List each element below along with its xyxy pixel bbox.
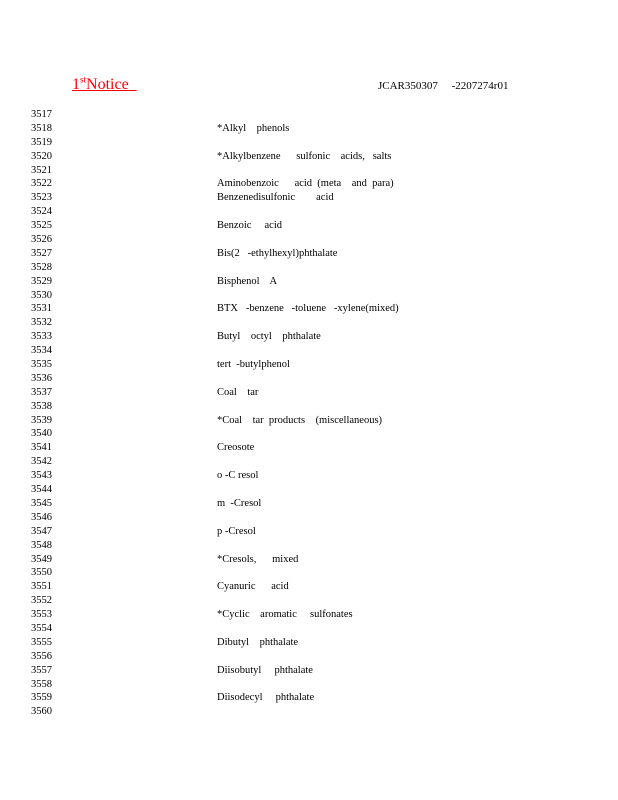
line-number: 3535: [31, 359, 52, 371]
line-row: [0, 441, 618, 455]
line-number: 3521: [31, 164, 52, 176]
line-row: [0, 455, 618, 469]
line-number: 3554: [31, 622, 52, 634]
line-number: 3533: [31, 331, 52, 343]
line-row: [0, 330, 618, 344]
line-number: 3559: [31, 692, 52, 704]
line-number: 3528: [31, 261, 52, 273]
notice-ordinal-suffix: st: [80, 74, 87, 85]
line-number: 3536: [31, 372, 52, 384]
line-row: [0, 191, 618, 205]
line-number: 3548: [31, 539, 52, 551]
line-row: [0, 705, 618, 719]
line-text: Benzenedisulfonic acid: [217, 192, 334, 204]
line-row: [0, 358, 618, 372]
line-number: 3542: [31, 456, 52, 468]
line-row: [0, 108, 618, 122]
line-number: 3553: [31, 609, 52, 621]
line-row: [0, 122, 618, 136]
line-number: 3524: [31, 206, 52, 218]
line-number: 3522: [31, 178, 52, 190]
line-number: 3547: [31, 525, 52, 537]
line-row: [0, 344, 618, 358]
line-row: [0, 386, 618, 400]
line-row: [0, 275, 618, 289]
line-text: Butyl octyl phthalate: [217, 331, 321, 343]
line-row: [0, 483, 618, 497]
line-text: Creosote: [217, 442, 255, 454]
line-row: [0, 511, 618, 525]
line-text: m -Cresol: [217, 497, 262, 509]
line-row: [0, 289, 618, 303]
line-number: 3526: [31, 234, 52, 246]
line-row: [0, 553, 618, 567]
line-row: [0, 261, 618, 275]
line-row: [0, 622, 618, 636]
line-number: 3527: [31, 247, 52, 259]
notice-number: 1: [72, 76, 80, 93]
line-text: o -C resol: [217, 470, 259, 482]
line-row: [0, 594, 618, 608]
notice-underline-trail: [129, 76, 137, 93]
line-row: [0, 566, 618, 580]
line-row: [0, 664, 618, 678]
line-number: 3557: [31, 664, 52, 676]
line-row: [0, 233, 618, 247]
line-number: 3530: [31, 289, 52, 301]
line-number: 3560: [31, 706, 52, 718]
line-number: 3517: [31, 109, 52, 120]
line-row: [0, 164, 618, 178]
line-text: *Cyclic aromatic sulfonates: [217, 609, 353, 621]
line-number: 3546: [31, 511, 52, 523]
line-number: 3543: [31, 470, 52, 482]
line-number: 3534: [31, 345, 52, 357]
line-text: Bisphenol A: [217, 275, 278, 287]
line-number: 3538: [31, 400, 52, 412]
line-number: 3523: [31, 192, 52, 204]
line-number: 3549: [31, 553, 52, 565]
line-number: 3551: [31, 581, 52, 593]
line-row: [0, 539, 618, 553]
line-text: Coal tar: [217, 386, 259, 398]
line-row: [0, 136, 618, 150]
line-number: 3529: [31, 275, 52, 287]
line-number: 3558: [31, 678, 52, 690]
line-number: 3537: [31, 386, 52, 398]
line-row: [0, 469, 618, 483]
line-text: BTX -benzene -toluene -xylene(mixed): [217, 303, 399, 315]
line-row: [0, 219, 618, 233]
line-row: [0, 678, 618, 692]
line-row: [0, 372, 618, 386]
line-number: 3532: [31, 317, 52, 329]
line-row: [0, 247, 618, 261]
line-text: Cyanuric acid: [217, 581, 289, 593]
line-row: [0, 414, 618, 428]
line-number: 3541: [31, 442, 52, 454]
line-row: [0, 525, 618, 539]
line-text: Dibutyl phthalate: [217, 636, 299, 648]
line-row: [0, 636, 618, 650]
line-number: 3525: [31, 220, 52, 232]
line-text: Diisodecyl phthalate: [217, 692, 315, 704]
line-number: 3518: [31, 122, 52, 134]
line-number: 3550: [31, 567, 52, 579]
line-text: *Cresols, mixed: [217, 553, 299, 565]
line-row: [0, 400, 618, 414]
line-number: 3555: [31, 636, 52, 648]
line-row: [0, 497, 618, 511]
line-number: 3552: [31, 595, 52, 607]
line-text: Benzoic acid: [217, 220, 283, 232]
line-text: *Coal tar products (miscellaneous): [217, 414, 383, 426]
line-text: *Alkylbenzene sulfonic acids, salts: [217, 150, 392, 162]
line-row: [0, 177, 618, 191]
notice-word: Notice: [86, 76, 129, 93]
line-text: Aminobenzoic acid (meta and para): [217, 178, 394, 190]
line-row: [0, 427, 618, 441]
line-row: [0, 650, 618, 664]
notice-heading: [72, 76, 137, 94]
line-text: *Alkyl phenols: [217, 122, 290, 134]
line-number: 3531: [31, 303, 52, 315]
line-number: 3556: [31, 650, 52, 662]
line-row: [0, 150, 618, 164]
line-number: 3539: [31, 414, 52, 426]
line-number: 3540: [31, 428, 52, 440]
line-row: [0, 691, 618, 705]
numbered-lines: [0, 108, 618, 719]
line-row: [0, 316, 618, 330]
line-text: p -Cresol: [217, 525, 256, 537]
line-text: Bis(2 -ethylhexyl)phthalate: [217, 247, 338, 259]
line-row: [0, 608, 618, 622]
line-number: 3545: [31, 497, 52, 509]
line-text: Diisobutyl phthalate: [217, 664, 313, 676]
line-number: 3519: [31, 136, 52, 148]
line-row: [0, 205, 618, 219]
line-row: [0, 302, 618, 316]
document-code: JCAR350307 -2207274r01: [378, 80, 509, 92]
line-number: 3520: [31, 150, 52, 162]
line-text: tert -butylphenol: [217, 359, 290, 371]
line-number: 3544: [31, 484, 52, 496]
line-row: [0, 580, 618, 594]
